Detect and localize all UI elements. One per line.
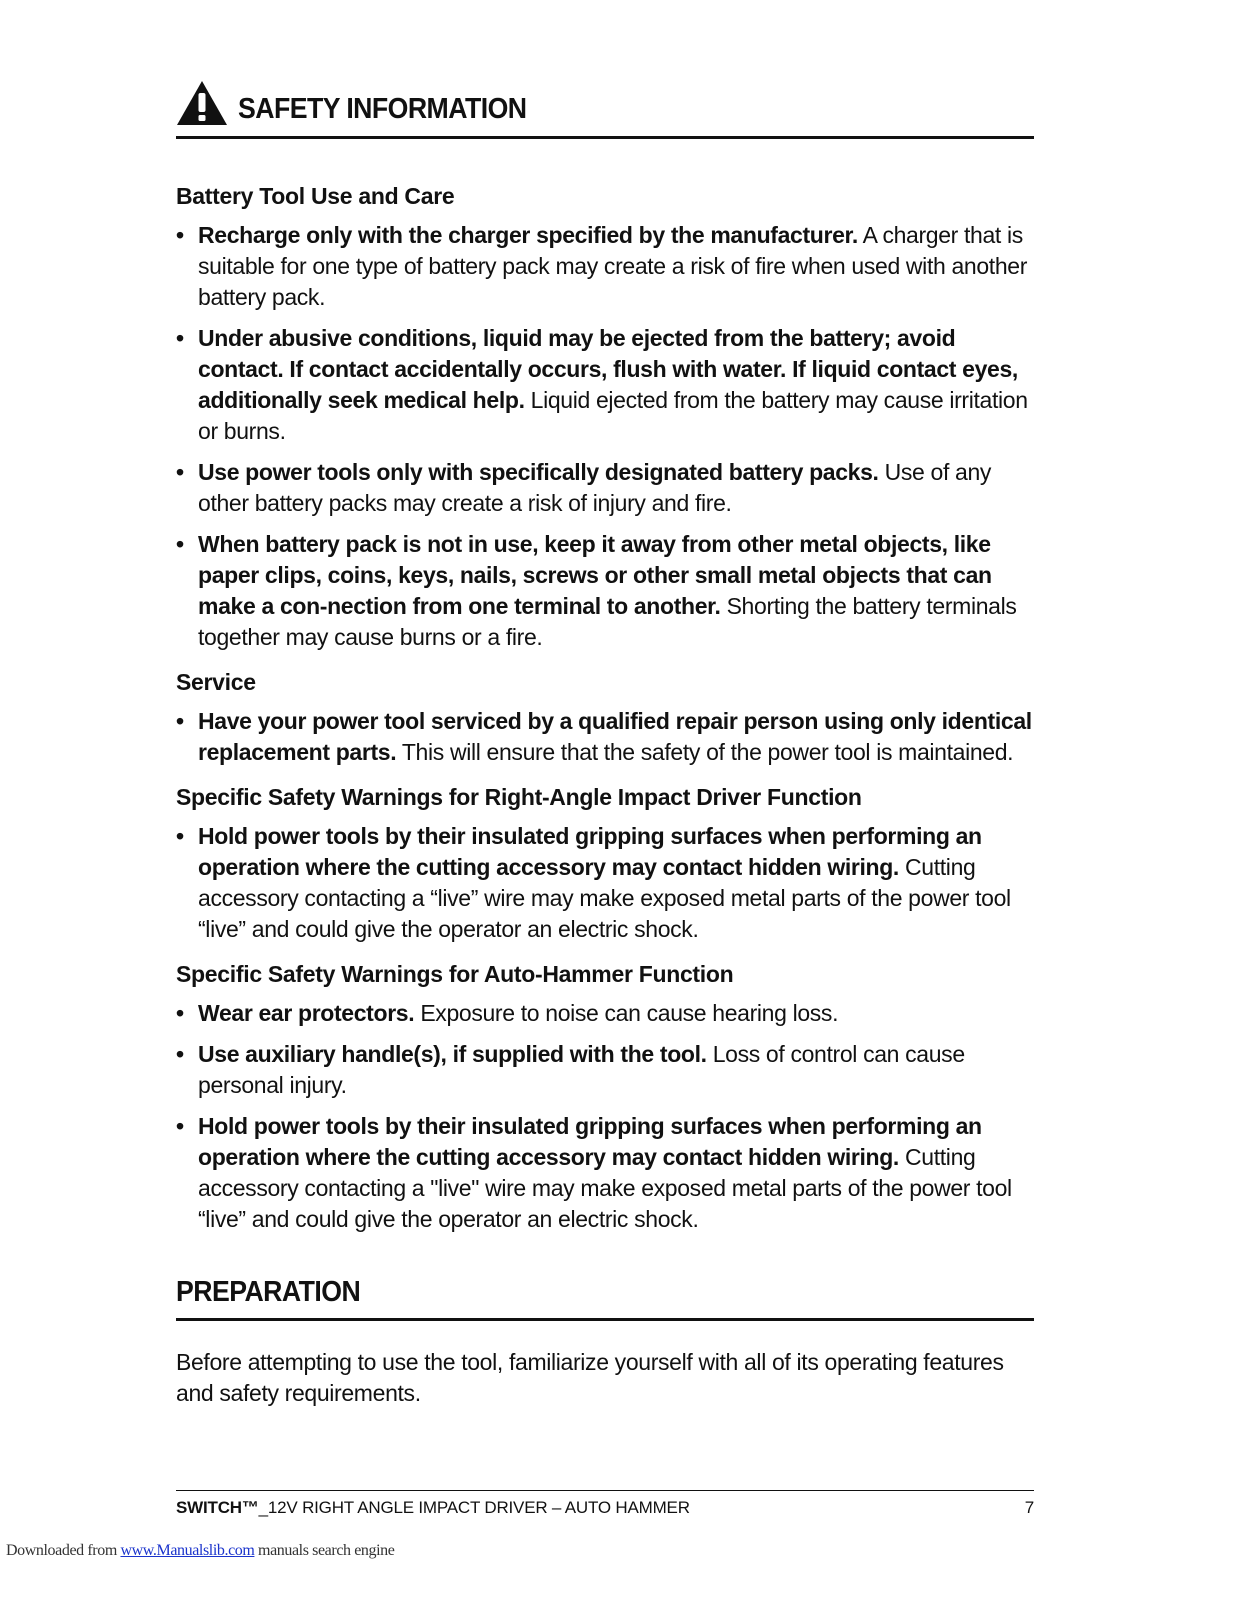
bullet-body-text: Cutting accessory contacting a "live" wire may make exposed metal parts of the power tool “live” and could give the operator an electric shock. xyxy=(198,1144,1012,1232)
impact-list xyxy=(176,821,1034,945)
download-watermark xyxy=(6,1542,394,1560)
impact-heading: Specific Safety Warnings for Right-Angle Impact Driver Function xyxy=(176,784,862,810)
footer-rule xyxy=(176,1490,1034,1491)
hammer-list xyxy=(176,998,1034,1235)
bullet-bold-text: Recharge only with the charger specified by the manufacturer. xyxy=(198,222,858,248)
list-item xyxy=(176,821,1034,945)
bullet-bold-text: When battery pack is not in use, keep it away from other metal objects, like paper clips, coins, keys, nails, screws or other small metal objects that can make a con-nection from one terminal to another. xyxy=(198,531,992,619)
footer-brand: SWITCH™ xyxy=(176,1498,259,1517)
safety-title: SAFETY INFORMATION xyxy=(238,93,527,125)
manual-page xyxy=(176,78,1034,1409)
hammer-heading: Specific Safety Warnings for Auto-Hammer Function xyxy=(176,961,734,987)
preparation-text: Before attempting to use the tool, familiarize yourself with all of its operating features and safety requirements. xyxy=(176,1349,1004,1406)
service-heading: Service xyxy=(176,669,256,695)
header-rule xyxy=(176,136,1034,139)
warning-triangle-icon xyxy=(176,80,228,126)
page-footer xyxy=(176,1490,1034,1518)
list-item xyxy=(176,1111,1034,1235)
battery-heading: Battery Tool Use and Care xyxy=(176,183,455,209)
bullet-bold-text: Hold power tools by their insulated gripping surfaces when performing an operation where the cutting accessory may contact hidden wiring. xyxy=(198,1113,982,1170)
list-item xyxy=(176,998,1034,1029)
list-item xyxy=(176,529,1034,653)
battery-list xyxy=(176,220,1034,653)
list-item xyxy=(176,706,1034,768)
list-item xyxy=(176,457,1034,519)
bullet-bold-text: Use power tools only with specifically designated battery packs. xyxy=(198,459,879,485)
bullet-bold-text: Use auxiliary handle(s), if supplied with the tool. xyxy=(198,1041,707,1067)
bullet-body-text: This will ensure that the safety of the power tool is maintained. xyxy=(396,739,1014,765)
watermark-prefix: Downloaded from xyxy=(6,1542,121,1559)
preparation-title: PREPARATION xyxy=(176,1276,361,1308)
bullet-bold-text: Hold power tools by their insulated gripping surfaces when performing an operation where the cutting accessory may contact hidden wiring. xyxy=(198,823,982,880)
list-item xyxy=(176,1039,1034,1101)
bullet-body-text: Loss of control can cause personal injury. xyxy=(198,1041,965,1098)
bullet-body-text: Cutting accessory contacting a “live” wire may make exposed metal parts of the power tool “live” and could give the operator an electric shock. xyxy=(198,854,1011,942)
list-item xyxy=(176,323,1034,447)
footer-product: _12V RIGHT ANGLE IMPACT DRIVER – AUTO HAMMER xyxy=(258,1498,690,1517)
bullet-body-text: Use of any other battery packs may create a risk of injury and fire. xyxy=(198,459,992,516)
page-number: 7 xyxy=(1024,1498,1034,1517)
watermark-suffix: manuals search engine xyxy=(254,1542,395,1559)
bullet-body-text: Liquid ejected from the battery may cause irritation or burns. xyxy=(198,387,1028,444)
bullet-body-text: Shorting the battery terminals together may cause burns or a fire. xyxy=(198,593,1017,650)
manualslib-link[interactable]: www.Manualslib.com xyxy=(120,1542,255,1559)
service-list xyxy=(176,706,1034,768)
list-item xyxy=(176,220,1034,313)
bullet-bold-text: Have your power tool serviced by a qualified repair person using only identical replacement parts. xyxy=(198,708,1032,765)
preparation-rule xyxy=(176,1318,1034,1321)
bullet-body-text: A charger that is suitable for one type of battery pack may create a risk of fire when used with another battery pack. xyxy=(198,222,1028,310)
bullet-bold-text: Wear ear protectors. xyxy=(198,1000,415,1026)
bullet-body-text: Exposure to noise can cause hearing loss. xyxy=(414,1000,839,1026)
bullet-bold-text: Under abusive conditions, liquid may be ejected from the battery; avoid contact. If contact accidentally occurs, flush with water. If liquid contact eyes, additionally seek medical help. xyxy=(198,325,1018,413)
safety-header xyxy=(176,78,1034,126)
footer-product-line xyxy=(176,1498,690,1518)
